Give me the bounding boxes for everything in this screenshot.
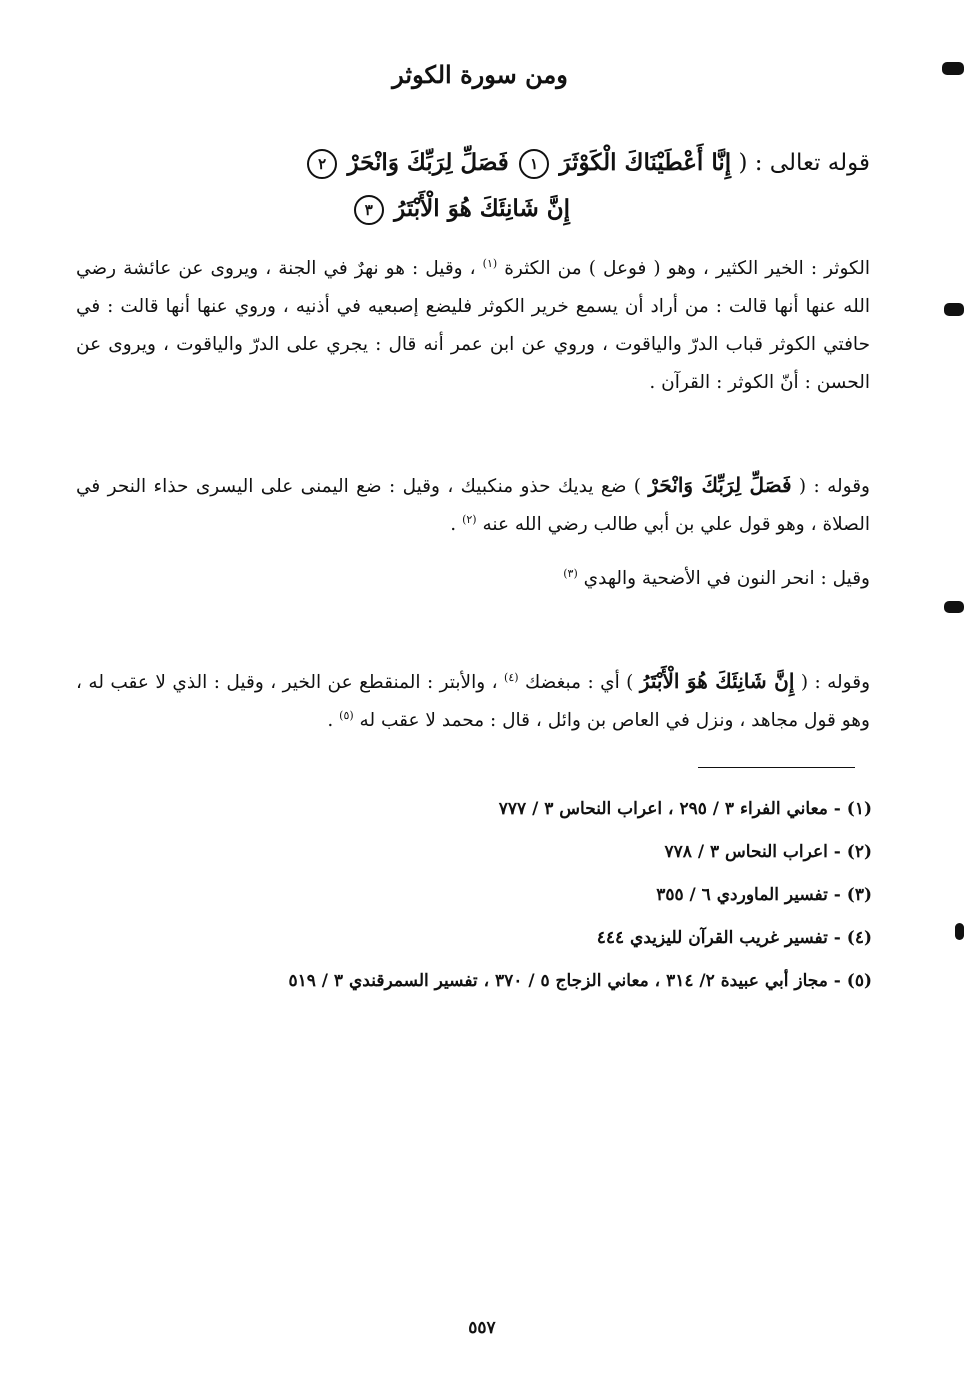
- binding-mark-3: [944, 601, 964, 613]
- paragraph-abtar: [76, 662, 870, 740]
- footnote-item: (١) - معاني الفراء ٣ / ٢٩٥ ، اعراب النحاس ٣ / ٧٧٧: [498, 799, 872, 819]
- footnote-ref: (٣): [563, 566, 578, 580]
- verse-text-pray: فَصَلِّ لِرَبِّكَ وَانْحَرْ: [347, 149, 509, 176]
- paragraph-pray-sacrifice: [76, 466, 870, 544]
- footnote-item: (٤) - تفسير غريب القرآن لليزيدي ٤٤٤: [596, 928, 872, 948]
- verse-text-kawthar: إِنَّا أَعْطَيْنَاكَ الْكَوْثَرَ: [559, 149, 732, 176]
- quran-verse-block: [200, 140, 870, 232]
- footnote-ref: (٤): [504, 670, 519, 684]
- paragraph-text: ، والأبتر : المنقطع عن الخير ، وقيل : الذي لا عقب له ، وهو قول مجاهد ، ونزل في العاص بن وائل ، قال : محمد لا عقب له: [76, 672, 870, 731]
- paragraph-text: .: [327, 710, 334, 731]
- paragraph-text: .: [450, 514, 457, 535]
- footnote-ref: (٢): [462, 512, 477, 526]
- footnote-ref: (٥): [339, 708, 354, 722]
- ayah-number-marker: ١: [519, 149, 549, 179]
- paragraph-text: الكوثر : الخير الكثير ، وهو ( فوعل ) من الكثرة: [504, 258, 870, 279]
- footnote-item: (٢) - اعراب النحاس ٣ / ٧٧٨: [664, 842, 872, 862]
- paragraph-sacrifice-alt: [76, 560, 870, 598]
- binding-mark-1: [942, 62, 964, 75]
- verse-intro: قوله تعالى : (: [738, 150, 870, 176]
- footnote-ref: (١): [482, 256, 498, 270]
- chapter-title: ومن سورة الكوثر: [392, 60, 568, 89]
- binding-mark-2: [944, 303, 964, 316]
- ayah-number-marker: ٢: [307, 149, 337, 179]
- ayah-number-marker: ٣: [354, 195, 384, 225]
- verse-line-1: [200, 140, 870, 186]
- paragraph-text: وقيل : انحر النون في الأضحية والهدي: [583, 568, 870, 589]
- verse-line-2: [200, 186, 870, 232]
- page-number: ٥٥٧: [468, 1318, 496, 1338]
- paragraph-kawthar-meaning: [76, 250, 870, 402]
- paragraph-text: ) ضع يديك حذو منكبيك ، وقيل : ضع اليمنى على اليسرى حذاء النحر في الصلاة ، وهو قول علي بن أبي طالب رضي الله عنه: [76, 476, 870, 535]
- paragraph-text: وقوله : (: [798, 476, 870, 497]
- verse-text-abtar: إِنَّ شَانِئَكَ هُوَ الْأَبْتَرُ: [394, 195, 570, 222]
- paragraph-text: ) أي : مبغضك: [524, 672, 634, 693]
- quran-quote: فَصَلِّ لِرَبِّكَ وَانْحَرْ: [648, 473, 792, 497]
- footnote-item: (٣) - تفسير الماوردي ٦ / ٣٥٥: [656, 885, 872, 905]
- footnote-divider: [698, 767, 855, 768]
- paragraph-text: وقوله : (: [800, 672, 871, 693]
- binding-mark-4: [955, 923, 964, 940]
- footnotes: [150, 788, 872, 1003]
- paragraph-text: ، وقيل : هو نهرٌ في الجنة ، ويروى عن عائشة رضي الله عنها أنها قالت : من أراد أن يسمع خرير الكوثر فليضع إصبعيه في أذنيه ، وروي عنها أنها قالت : في حافتي الكوثر قباب الدرّ والياقوت ، وروي عن ابن عمر أنه قال : يجري على الدرّ والياقوت ، ويروى عن الحسن : أنّ الكوثر : القرآن .: [76, 258, 870, 393]
- quran-quote: إِنَّ شَانِئَكَ هُوَ الْأَبْتَرُ: [639, 669, 795, 693]
- footnote-item: (٥) - مجاز أبي عبيدة ٢/ ٣١٤ ، معاني الزجاج ٥ / ٣٧٠ ، تفسير السمرقندي ٣ / ٥١٩: [288, 971, 872, 991]
